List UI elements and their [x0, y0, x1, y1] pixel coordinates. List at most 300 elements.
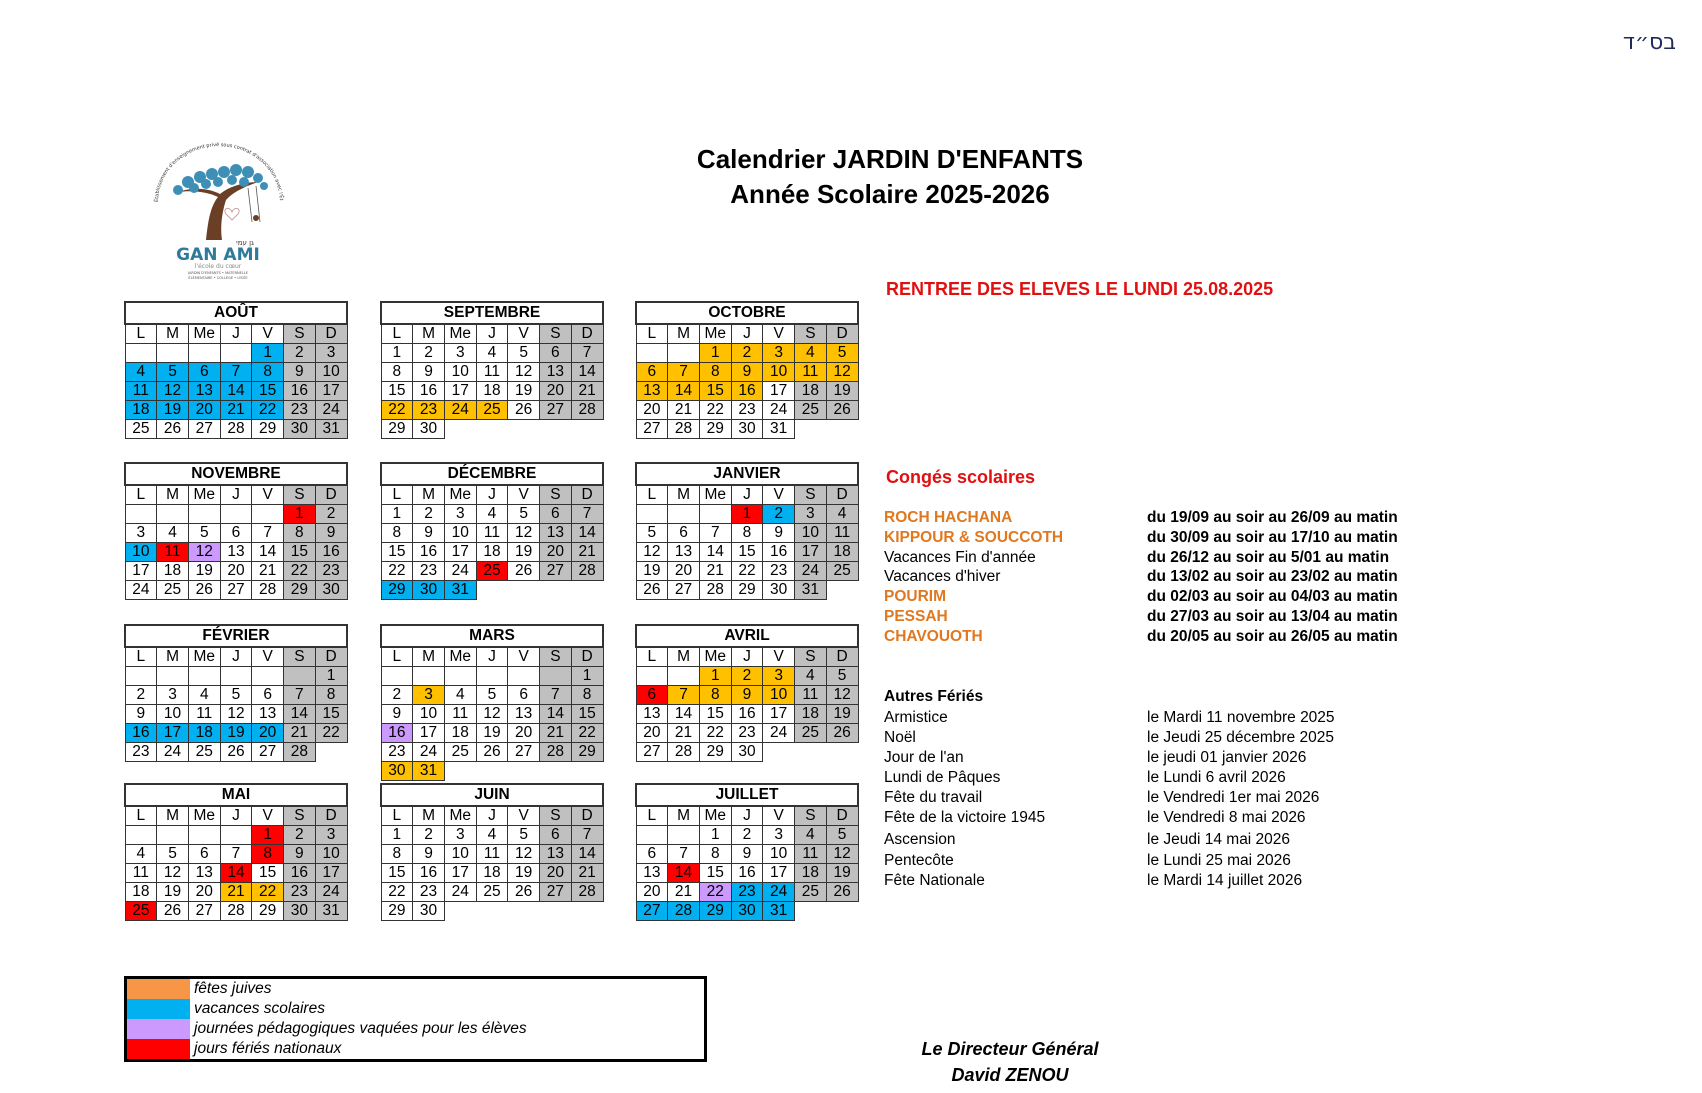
day-cell: 12 — [188, 543, 220, 562]
day-cell: 24 — [444, 883, 476, 902]
logo-hebrew: גן עמי — [236, 239, 254, 247]
day-cell: 30 — [315, 581, 347, 600]
ferie-label: Jour de l'an — [884, 749, 964, 766]
day-cell: 2 — [413, 505, 445, 524]
day-cell: 3 — [763, 344, 795, 363]
empty-day — [220, 344, 252, 363]
empty-slot — [540, 581, 572, 600]
weekday-label: L — [125, 647, 157, 667]
empty-day — [668, 344, 700, 363]
day-cell: 8 — [699, 845, 731, 864]
month-7 — [380, 624, 604, 781]
empty-day — [157, 344, 189, 363]
empty-day — [284, 667, 316, 686]
day-cell: 19 — [476, 724, 508, 743]
ferie-date: le jeudi 01 janvier 2026 — [1147, 749, 1307, 766]
weekday-label: V — [508, 485, 540, 505]
weekday-label: J — [476, 324, 508, 344]
weekday-label: J — [731, 324, 763, 344]
day-cell: 9 — [381, 705, 413, 724]
legend-row — [127, 1019, 704, 1039]
day-cell: 24 — [413, 743, 445, 762]
day-cell: 11 — [125, 864, 157, 883]
day-cell: 6 — [220, 524, 252, 543]
day-cell: 24 — [157, 743, 189, 762]
day-cell: 18 — [826, 543, 858, 562]
day-cell: 3 — [157, 686, 189, 705]
day-cell: 18 — [157, 562, 189, 581]
day-cell: 8 — [381, 524, 413, 543]
day-cell: 4 — [476, 505, 508, 524]
weekday-label: Me — [699, 324, 731, 344]
day-cell: 3 — [795, 505, 827, 524]
empty-day — [476, 667, 508, 686]
ferie-row — [884, 728, 1444, 748]
empty-slot — [476, 420, 508, 439]
day-cell: 8 — [571, 686, 603, 705]
weekday-label: S — [284, 647, 316, 667]
day-cell: 19 — [188, 562, 220, 581]
weekday-label: S — [795, 485, 827, 505]
day-cell: 24 — [444, 562, 476, 581]
empty-slot — [508, 902, 540, 921]
page-title — [560, 142, 1220, 212]
weekday-label: V — [508, 647, 540, 667]
day-cell: 14 — [699, 543, 731, 562]
conge-label: CHAVOUOTH — [884, 627, 983, 645]
month-name: NOVEMBRE — [125, 463, 347, 485]
day-cell: 26 — [826, 724, 858, 743]
ferie-label: Noël — [884, 729, 916, 746]
day-cell: 15 — [731, 543, 763, 562]
day-cell: 29 — [731, 581, 763, 600]
weekday-label: S — [795, 806, 827, 826]
day-cell: 14 — [284, 705, 316, 724]
empty-day — [220, 505, 252, 524]
day-cell: 23 — [413, 562, 445, 581]
legend-swatch — [127, 999, 190, 1019]
day-cell: 19 — [636, 562, 668, 581]
legend-swatch — [127, 1039, 190, 1059]
day-cell: 27 — [636, 420, 668, 439]
day-cell: 2 — [413, 344, 445, 363]
day-cell: 10 — [315, 845, 347, 864]
day-cell: 13 — [540, 845, 572, 864]
empty-slot — [826, 581, 858, 600]
day-cell: 24 — [763, 883, 795, 902]
day-cell: 7 — [220, 845, 252, 864]
day-cell: 25 — [188, 743, 220, 762]
empty-slot — [508, 762, 540, 781]
day-cell: 26 — [476, 743, 508, 762]
day-cell: 22 — [381, 562, 413, 581]
day-cell: 12 — [508, 524, 540, 543]
autres-feries-title: Autres Fériés — [884, 688, 984, 705]
day-cell: 27 — [220, 581, 252, 600]
ferie-date: le Lundi 25 mai 2026 — [1147, 852, 1291, 869]
day-cell: 30 — [413, 902, 445, 921]
weekday-label: Me — [444, 806, 476, 826]
day-cell: 23 — [763, 562, 795, 581]
conge-label: POURIM — [884, 588, 946, 606]
day-cell: 13 — [188, 864, 220, 883]
month-name: MARS — [381, 625, 603, 647]
weekday-label: Me — [188, 324, 220, 344]
day-cell: 27 — [540, 562, 572, 581]
day-cell: 28 — [571, 562, 603, 581]
day-cell: 7 — [571, 505, 603, 524]
day-cell: 19 — [508, 382, 540, 401]
empty-slot — [571, 420, 603, 439]
conge-dates: du 30/09 au soir au 17/10 au matin — [1147, 528, 1398, 546]
legend-label: jours fériés nationaux — [194, 1040, 342, 1057]
day-cell: 30 — [763, 581, 795, 600]
day-cell: 24 — [795, 562, 827, 581]
ferie-label: Fête de la victoire 1945 — [884, 809, 1046, 826]
day-cell: 21 — [668, 883, 700, 902]
weekday-label: J — [476, 806, 508, 826]
day-cell: 18 — [795, 864, 827, 883]
empty-slot — [444, 902, 476, 921]
day-cell: 10 — [763, 363, 795, 382]
day-cell: 13 — [252, 705, 284, 724]
weekday-label: J — [220, 647, 252, 667]
day-cell: 6 — [636, 686, 668, 705]
conge-dates: du 02/03 au soir au 04/03 au matin — [1147, 588, 1398, 606]
ferie-date: le Jeudi 25 décembre 2025 — [1147, 729, 1334, 746]
day-cell: 5 — [508, 826, 540, 845]
day-cell: 26 — [508, 883, 540, 902]
month-0 — [124, 301, 348, 439]
day-cell: 31 — [413, 762, 445, 781]
day-cell: 10 — [444, 363, 476, 382]
empty-slot — [540, 420, 572, 439]
day-cell: 25 — [476, 883, 508, 902]
empty-slot — [826, 420, 858, 439]
month-1 — [380, 301, 604, 439]
day-cell: 12 — [157, 382, 189, 401]
weekday-label: J — [220, 324, 252, 344]
day-cell: 21 — [668, 724, 700, 743]
day-cell: 21 — [699, 562, 731, 581]
day-cell: 1 — [571, 667, 603, 686]
empty-slot — [763, 743, 795, 762]
day-cell: 9 — [413, 845, 445, 864]
day-cell: 20 — [636, 401, 668, 420]
month-name: JANVIER — [636, 463, 858, 485]
month-name: DÉCEMBRE — [381, 463, 603, 485]
empty-day — [413, 667, 445, 686]
day-cell: 26 — [508, 401, 540, 420]
conge-row — [884, 508, 1444, 528]
weekday-label: S — [795, 647, 827, 667]
day-cell: 7 — [571, 826, 603, 845]
weekday-label: M — [668, 647, 700, 667]
month-5 — [635, 462, 859, 600]
weekday-label: J — [220, 806, 252, 826]
day-cell: 11 — [795, 363, 827, 382]
day-cell: 23 — [731, 401, 763, 420]
day-cell: 11 — [476, 363, 508, 382]
weekday-label: L — [636, 806, 668, 826]
day-cell: 17 — [763, 705, 795, 724]
ferie-row — [884, 788, 1444, 808]
day-cell: 15 — [381, 382, 413, 401]
day-cell: 7 — [220, 363, 252, 382]
title-line-1: Calendrier JARDIN D'ENFANTS — [696, 144, 1084, 174]
day-cell: 19 — [508, 864, 540, 883]
empty-slot — [508, 420, 540, 439]
ferie-row — [884, 808, 1444, 828]
day-cell: 19 — [826, 382, 858, 401]
empty-slot — [315, 743, 347, 762]
empty-slot — [795, 743, 827, 762]
day-cell: 13 — [540, 363, 572, 382]
empty-slot — [571, 902, 603, 921]
conge-label: PESSAH — [884, 608, 948, 625]
day-cell: 9 — [125, 705, 157, 724]
day-cell: 17 — [763, 382, 795, 401]
empty-day — [508, 667, 540, 686]
day-cell: 6 — [188, 845, 220, 864]
weekday-label: V — [252, 647, 284, 667]
day-cell: 15 — [252, 864, 284, 883]
day-cell: 3 — [763, 826, 795, 845]
day-cell: 16 — [284, 382, 316, 401]
weekday-label: J — [476, 647, 508, 667]
day-cell: 21 — [540, 724, 572, 743]
day-cell: 5 — [220, 686, 252, 705]
ferie-date: le Jeudi 14 mai 2026 — [1147, 831, 1291, 848]
day-cell: 22 — [699, 724, 731, 743]
day-cell: 13 — [188, 382, 220, 401]
empty-slot — [795, 902, 827, 921]
day-cell: 28 — [540, 743, 572, 762]
day-cell: 2 — [731, 826, 763, 845]
month-name: AOÛT — [125, 302, 347, 324]
day-cell: 27 — [540, 883, 572, 902]
day-cell: 1 — [381, 505, 413, 524]
empty-day — [444, 667, 476, 686]
day-cell: 18 — [125, 883, 157, 902]
month-8 — [635, 624, 859, 762]
month-11 — [635, 783, 859, 921]
day-cell: 6 — [188, 363, 220, 382]
day-cell: 1 — [699, 344, 731, 363]
day-cell: 30 — [731, 420, 763, 439]
weekday-label: J — [476, 485, 508, 505]
day-cell: 2 — [381, 686, 413, 705]
empty-day — [188, 826, 220, 845]
day-cell: 15 — [381, 543, 413, 562]
empty-day — [188, 505, 220, 524]
day-cell: 25 — [795, 401, 827, 420]
day-cell: 18 — [188, 724, 220, 743]
day-cell: 17 — [795, 543, 827, 562]
weekday-label: M — [668, 485, 700, 505]
ferie-row — [884, 748, 1444, 768]
day-cell: 9 — [763, 524, 795, 543]
day-cell: 12 — [476, 705, 508, 724]
weekday-label: D — [315, 324, 347, 344]
day-cell: 28 — [220, 902, 252, 921]
day-cell: 14 — [571, 363, 603, 382]
day-cell: 8 — [699, 686, 731, 705]
day-cell: 18 — [444, 724, 476, 743]
day-cell: 5 — [188, 524, 220, 543]
day-cell: 31 — [315, 420, 347, 439]
weekday-label: D — [315, 485, 347, 505]
day-cell: 27 — [508, 743, 540, 762]
day-cell: 2 — [413, 826, 445, 845]
day-cell: 28 — [668, 420, 700, 439]
day-cell: 27 — [252, 743, 284, 762]
day-cell: 11 — [125, 382, 157, 401]
conge-dates: du 27/03 au soir au 13/04 au matin — [1147, 608, 1398, 625]
conge-label: ROCH HACHANA — [884, 509, 1013, 526]
day-cell: 20 — [252, 724, 284, 743]
day-cell: 6 — [540, 505, 572, 524]
day-cell: 12 — [220, 705, 252, 724]
weekday-label: Me — [188, 647, 220, 667]
logo-sub1: JARDIN D'ENFANTS • MATERNELLE — [188, 271, 248, 275]
weekday-label: S — [795, 324, 827, 344]
day-cell: 30 — [731, 902, 763, 921]
day-cell: 16 — [731, 705, 763, 724]
day-cell: 8 — [284, 524, 316, 543]
day-cell: 15 — [571, 705, 603, 724]
empty-slot — [826, 902, 858, 921]
legend-label: journées pédagogiques vaquées pour les élèves — [194, 1020, 527, 1037]
day-cell: 9 — [731, 845, 763, 864]
day-cell: 26 — [826, 401, 858, 420]
day-cell: 20 — [540, 382, 572, 401]
day-cell: 14 — [668, 864, 700, 883]
day-cell: 17 — [315, 382, 347, 401]
day-cell: 6 — [252, 686, 284, 705]
empty-slot — [444, 420, 476, 439]
empty-day — [125, 344, 157, 363]
day-cell: 10 — [763, 686, 795, 705]
month-9 — [124, 783, 348, 921]
day-cell: 28 — [252, 581, 284, 600]
day-cell: 17 — [444, 543, 476, 562]
title-line-2: Année Scolaire 2025-2026 — [730, 179, 1050, 209]
conge-dates: du 26/12 au soir au 5/01 au matin — [1147, 548, 1390, 566]
day-cell: 1 — [699, 667, 731, 686]
day-cell: 20 — [540, 864, 572, 883]
day-cell: 3 — [763, 667, 795, 686]
weekday-label: M — [413, 485, 445, 505]
empty-day — [668, 826, 700, 845]
day-cell: 23 — [284, 401, 316, 420]
day-cell: 6 — [636, 845, 668, 864]
logo-name: GAN AMI — [176, 245, 260, 265]
day-cell: 2 — [284, 826, 316, 845]
logo-sub2: ÉLÉMENTAIRE • COLLÈGE • LYCÉE — [188, 276, 248, 280]
day-cell: 10 — [763, 845, 795, 864]
month-name: FÉVRIER — [125, 625, 347, 647]
day-cell: 12 — [508, 845, 540, 864]
day-cell: 21 — [220, 883, 252, 902]
day-cell: 7 — [668, 845, 700, 864]
conge-dates: du 13/02 au soir au 23/02 au matin — [1147, 568, 1398, 586]
day-cell: 25 — [476, 401, 508, 420]
day-cell: 4 — [125, 363, 157, 382]
day-cell: 23 — [315, 562, 347, 581]
day-cell: 20 — [668, 562, 700, 581]
day-cell: 17 — [413, 724, 445, 743]
month-name: OCTOBRE — [636, 302, 858, 324]
day-cell: 15 — [381, 864, 413, 883]
day-cell: 1 — [252, 826, 284, 845]
day-cell: 3 — [444, 344, 476, 363]
weekday-label: S — [540, 647, 572, 667]
day-cell: 28 — [220, 420, 252, 439]
conge-row — [884, 607, 1444, 627]
weekday-label: D — [826, 324, 858, 344]
day-cell: 10 — [125, 543, 157, 562]
month-2 — [635, 301, 859, 439]
day-cell: 27 — [188, 420, 220, 439]
day-cell: 13 — [636, 864, 668, 883]
empty-day — [636, 826, 668, 845]
day-cell: 16 — [763, 543, 795, 562]
day-cell: 19 — [826, 864, 858, 883]
day-cell: 19 — [157, 401, 189, 420]
day-cell: 25 — [476, 562, 508, 581]
empty-day — [699, 505, 731, 524]
day-cell: 22 — [252, 883, 284, 902]
day-cell: 2 — [315, 505, 347, 524]
empty-day — [636, 505, 668, 524]
ferie-label: Fête du travail — [884, 789, 983, 806]
day-cell: 5 — [508, 505, 540, 524]
day-cell: 4 — [157, 524, 189, 543]
day-cell: 4 — [476, 826, 508, 845]
day-cell: 9 — [315, 524, 347, 543]
day-cell: 5 — [826, 667, 858, 686]
day-cell: 5 — [826, 826, 858, 845]
weekday-label: M — [413, 647, 445, 667]
day-cell: 27 — [636, 743, 668, 762]
weekday-label: Me — [444, 485, 476, 505]
day-cell: 8 — [252, 845, 284, 864]
day-cell: 23 — [731, 883, 763, 902]
weekday-label: M — [157, 485, 189, 505]
day-cell: 4 — [795, 344, 827, 363]
day-cell: 20 — [636, 883, 668, 902]
month-3 — [124, 462, 348, 600]
month-name: SEPTEMBRE — [381, 302, 603, 324]
ferie-date: le Vendredi 8 mai 2026 — [1147, 809, 1306, 826]
day-cell: 31 — [763, 420, 795, 439]
ferie-date: le Lundi 6 avril 2026 — [1147, 769, 1286, 786]
weekday-label: D — [826, 806, 858, 826]
day-cell: 27 — [188, 902, 220, 921]
empty-day — [157, 826, 189, 845]
day-cell: 24 — [763, 724, 795, 743]
empty-slot — [540, 902, 572, 921]
day-cell: 16 — [315, 543, 347, 562]
day-cell: 18 — [795, 382, 827, 401]
month-4 — [380, 462, 604, 600]
ferie-row — [884, 830, 1444, 850]
day-cell: 28 — [699, 581, 731, 600]
ferie-label: Pentecôte — [884, 852, 954, 869]
day-cell: 30 — [413, 420, 445, 439]
empty-slot — [826, 743, 858, 762]
